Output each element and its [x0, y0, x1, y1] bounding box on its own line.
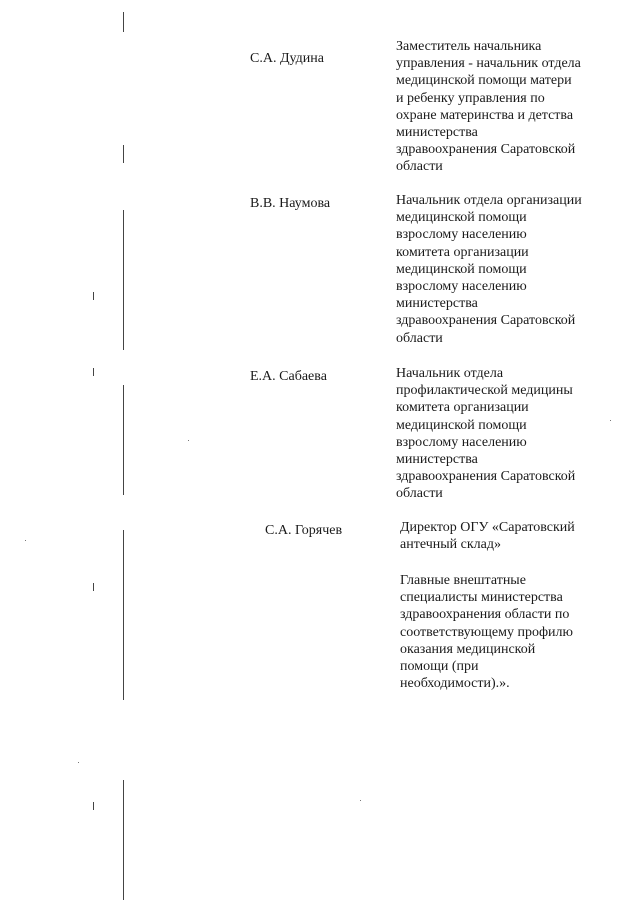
scan-margin-line [123, 12, 124, 32]
scan-speck [610, 420, 611, 421]
scan-margin-line [123, 780, 124, 900]
scan-margin-line [93, 292, 94, 300]
scan-margin-line [123, 385, 124, 495]
scan-margin-line [123, 145, 124, 163]
person-role: Заместитель начальника управления - начальник отдела медицинской помощи матери и ребенку управления по охране материнства и детства министерства здравоохранения Саратовской области [396, 39, 581, 175]
scan-margin-line [93, 583, 94, 591]
person-name: В.В. Наумова [250, 196, 331, 211]
person-name: С.А. Горячев [265, 523, 343, 538]
scan-margin-line [93, 368, 94, 376]
person-name: С.А. Дудина [250, 51, 324, 66]
scan-speck [78, 762, 79, 763]
scan-margin-line [123, 530, 124, 700]
person-role: Начальник отдела профилактической медицины комитета организации медицинской помощи взрослому населению министерства здравоохранения Саратовской области [396, 366, 576, 502]
scan-margin-line [123, 210, 124, 350]
person-role: Начальник отдела организации медицинской помощи взрослому населению комитета организации медицинской помощи взрослому населению министерства здравоохранения Саратовской области [396, 193, 582, 346]
scan-speck [360, 800, 361, 801]
scan-speck [25, 540, 26, 541]
person-role: Директор ОГУ «Саратовский антечный склад» [400, 520, 575, 553]
scan-margin-line [93, 802, 94, 810]
scan-speck [188, 440, 189, 441]
specialists-note: Главные внештатные специалисты министерства здравоохранения области по соответствующему профилю оказания медицинской помощи (при необходимости).». [400, 573, 573, 692]
person-name: Е.А. Сабаева [250, 369, 327, 384]
